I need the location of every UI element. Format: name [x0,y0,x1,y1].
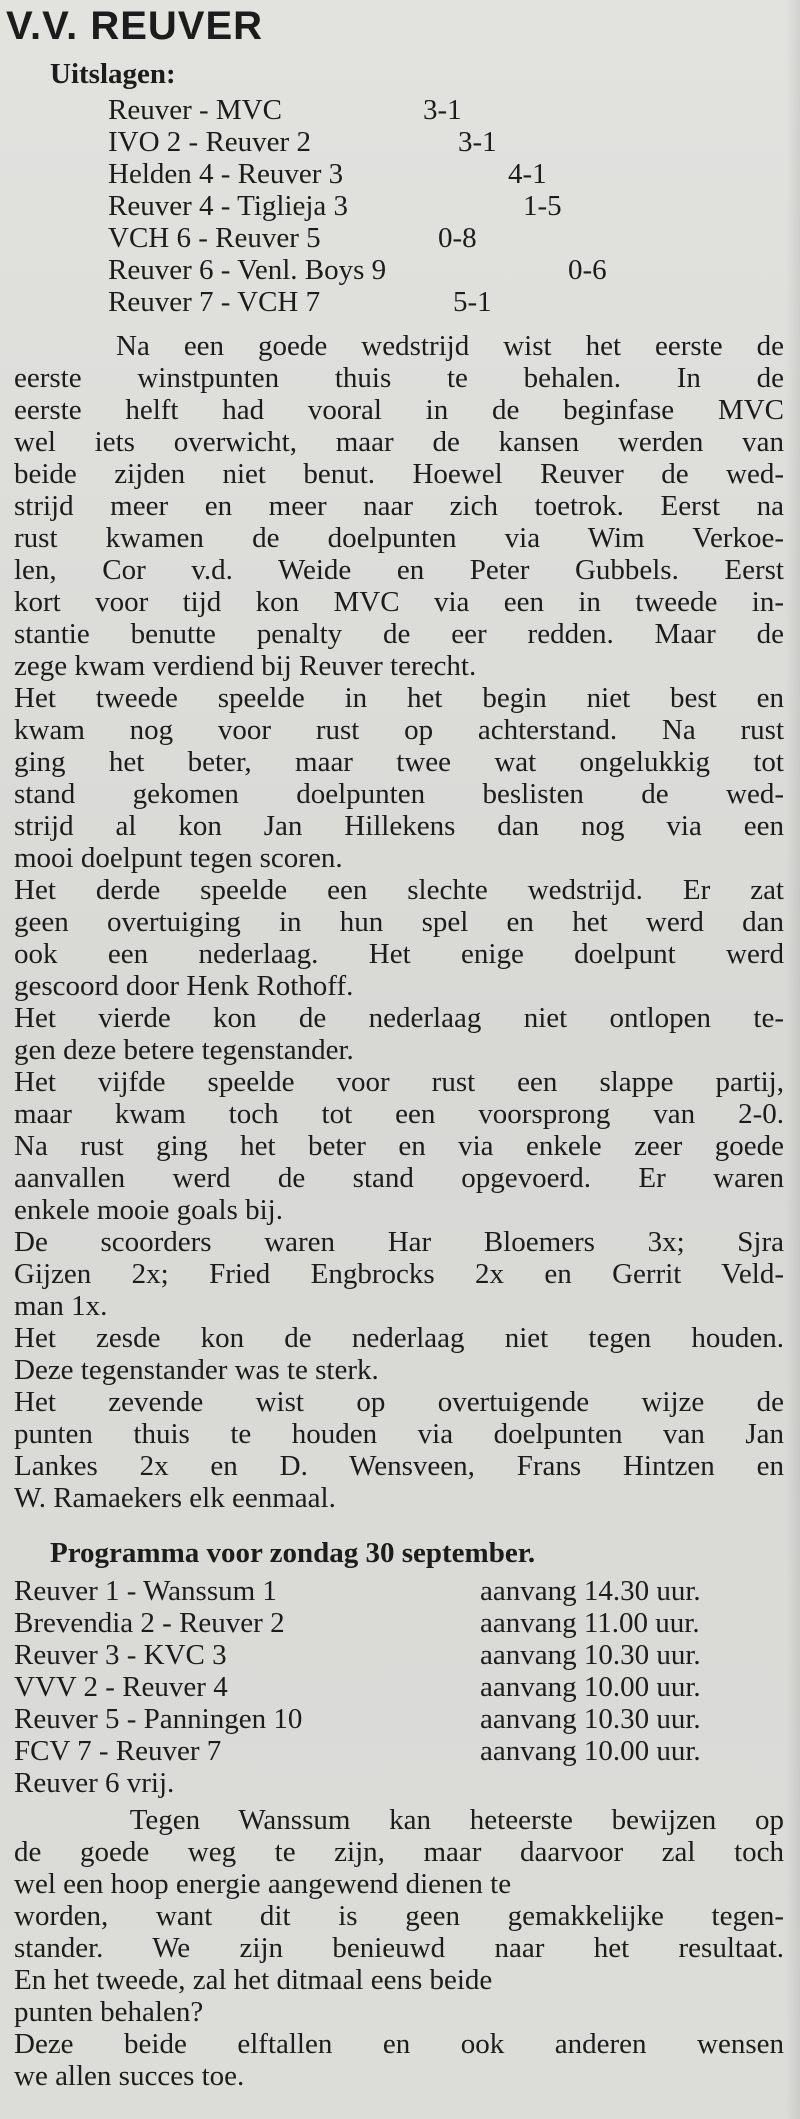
text-line: enkele mooie goals bij. [14,1194,283,1226]
text-line: worden, want dit is geen gemakkelijke tegen- [14,1900,784,1932]
fixture-time: aanvang 14.30 uur. [480,1575,701,1607]
text-line: kort voor tijd kon MVC via een in tweede in- [14,586,784,618]
text-line: de goede weg te zijn, maar daarvoor zal toch [14,1836,784,1868]
result-match: Helden 4 - Reuver 3 [108,158,344,190]
fixture-row [14,1607,789,1639]
text-line: Het vijfde speelde voor rust een slappe partij, [14,1066,784,1098]
text-line: rust kwamen de doelpunten via Wim Verkoe- [14,522,784,554]
result-row [108,126,497,158]
text-line: Het zesde kon de nederlaag niet tegen houden. [14,1322,784,1354]
text-line: mooi doelpunt tegen scoren. [14,842,343,874]
text-line: gen deze betere tegenstander. [14,1034,354,1066]
club-title: V.V. REUVER [6,4,264,48]
text-line: ook een nederlaag. Het enige doelpunt werd [14,938,784,970]
text-line: stantie benutte penalty de eer redden. Maar de [14,618,784,650]
result-match: Reuver 7 - VCH 7 [108,286,321,318]
result-score: 0-8 [438,222,477,254]
text-line: maar kwam toch tot een voorsprong van 2-0. [14,1098,784,1130]
text-line: Tegen Wanssum kan heteerste bewijzen op [14,1804,784,1836]
result-score: 4-1 [508,158,547,190]
text-line: Na rust ging het beter en via enkele zeer goede [14,1130,784,1162]
result-match: Reuver 4 - Tiglieja 3 [108,190,349,222]
fixture-row [14,1671,789,1703]
fixture-row [14,1735,789,1767]
text-line: wel iets overwicht, maar de kansen werden van [14,426,784,458]
result-score: 5-1 [453,286,492,318]
result-row [108,222,477,254]
text-line: Gijzen 2x; Fried Engbrocks 2x en Gerrit Veld- [14,1258,784,1290]
result-match: Reuver - MVC [108,94,282,126]
text-line: Het vierde kon de nederlaag niet ontlopen te- [14,1002,784,1034]
text-line: De scoorders waren Har Bloemers 3x; Sjra [14,1226,784,1258]
result-row [108,94,462,126]
result-score: 1-5 [523,190,562,222]
fixture-row [14,1575,789,1607]
result-score: 3-1 [423,94,462,126]
text-line: Deze tegenstander was te sterk. [14,1354,379,1386]
text-line: stand gekomen doelpunten beslisten de wed- [14,778,784,810]
closing-paragraph [14,1804,784,2092]
fixture-match: FCV 7 - Reuver 7 [14,1735,222,1767]
fixture-match: VVV 2 - Reuver 4 [14,1671,228,1703]
fixture-time: aanvang 10.00 uur. [480,1671,701,1703]
program-heading: Programma voor zondag 30 september. [50,1537,536,1569]
text-line: len, Cor v.d. Weide en Peter Gubbels. Eerst [14,554,784,586]
fixture-row [14,1639,789,1671]
results-heading: Uitslagen: [50,58,176,90]
page-edge-shadow [786,0,800,2119]
result-row [108,158,547,190]
text-line: zege kwam verdiend bij Reuver terecht. [14,650,477,682]
match-report [14,330,784,1514]
fixture-match: Brevendia 2 - Reuver 2 [14,1607,285,1639]
text-line: Het derde speelde een slechte wedstrijd. Er zat [14,874,784,906]
text-line: Na een goede wedstrijd wist het eerste de [14,330,784,362]
results-list [108,94,607,318]
fixture-match: Reuver 1 - Wanssum 1 [14,1575,277,1607]
text-line: kwam nog voor rust op achterstand. Na rust [14,714,784,746]
text-line: eerste winstpunten thuis te behalen. In de [14,362,784,394]
fixture-time: aanvang 10.30 uur. [480,1703,701,1735]
text-line: Lankes 2x en D. Wensveen, Frans Hintzen en [14,1450,784,1482]
text-line: eerste helft had vooral in de beginfase MVC [14,394,784,426]
text-line: ging het beter, maar twee wat ongelukkig tot [14,746,784,778]
text-line: aanvallen werd de stand opgevoerd. Er waren [14,1162,784,1194]
fixture-match: Reuver 5 - Panningen 10 [14,1703,303,1735]
text-line: beide zijden niet benut. Hoewel Reuver de wed- [14,458,784,490]
text-line: man 1x. [14,1290,108,1322]
text-line: punten behalen? [14,1996,204,2028]
text-line: stander. We zijn benieuwd naar het resultaat. [14,1932,784,1964]
result-match: VCH 6 - Reuver 5 [108,222,321,254]
result-match: Reuver 6 - Venl. Boys 9 [108,254,387,286]
fixtures-list [14,1575,789,1767]
text-line: wel een hoop energie aangewend dienen te [14,1868,512,1900]
text-line: W. Ramaekers elk eenmaal. [14,1482,336,1514]
result-row [108,286,492,318]
fixture-time: aanvang 11.00 uur. [480,1607,700,1639]
text-line: we allen succes toe. [14,2060,245,2092]
result-score: 3-1 [458,126,497,158]
fixture-row [14,1703,789,1735]
text-line: Het zevende wist op overtuigende wijze de [14,1386,784,1418]
text-line: Deze beide elftallen en ook anderen wensen [14,2028,784,2060]
result-row [108,254,607,286]
result-score: 0-6 [568,254,607,286]
text-line: strijd meer en meer naar zich toetrok. Eerst na [14,490,784,522]
free-note: Reuver 6 vrij. [14,1767,175,1799]
result-row [108,190,562,222]
text-line: strijd al kon Jan Hillekens dan nog via een [14,810,784,842]
text-line: Het tweede speelde in het begin niet best en [14,682,784,714]
text-line: punten thuis te houden via doelpunten van Jan [14,1418,784,1450]
text-line: geen overtuiging in hun spel en het werd dan [14,906,784,938]
fixture-match: Reuver 3 - KVC 3 [14,1639,227,1671]
fixture-time: aanvang 10.00 uur. [480,1735,701,1767]
result-match: IVO 2 - Reuver 2 [108,126,311,158]
text-line: En het tweede, zal het ditmaal eens beide [14,1964,493,1996]
text-line: gescoord door Henk Rothoff. [14,970,354,1002]
fixture-time: aanvang 10.30 uur. [480,1639,701,1671]
